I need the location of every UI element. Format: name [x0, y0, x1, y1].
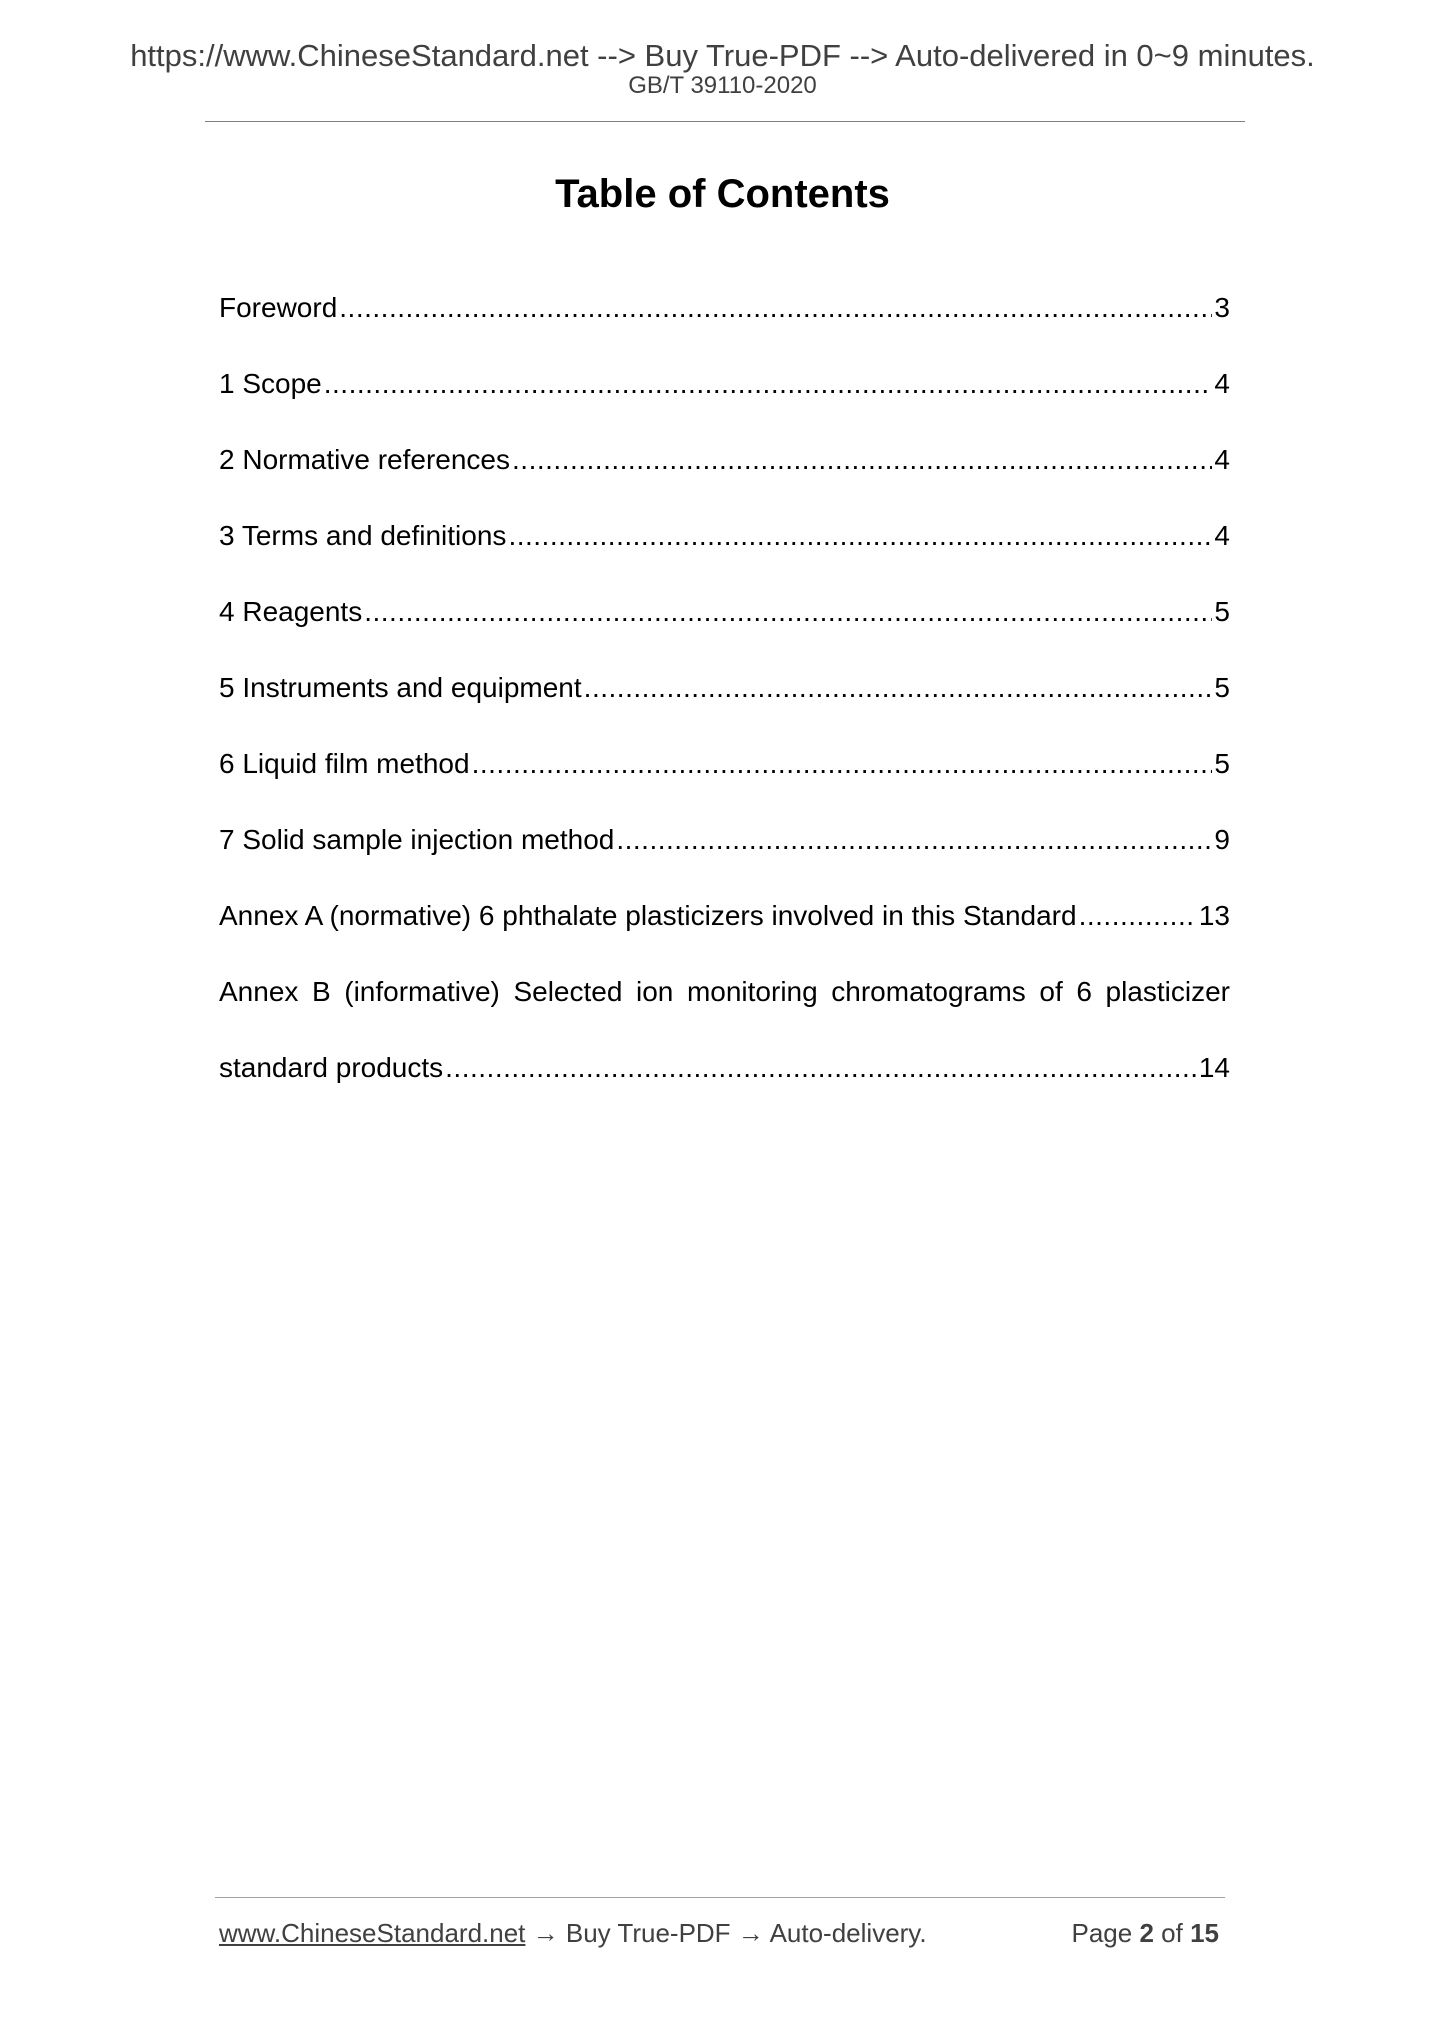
- toc-entry-page: 14: [1198, 1052, 1230, 1083]
- document-code: GB/T 39110-2020: [628, 72, 817, 99]
- toc-entry-page: 3: [1214, 292, 1230, 323]
- toc-leader-dots: [584, 668, 1213, 708]
- toc-entry-page: 9: [1214, 824, 1230, 855]
- toc-entry-label: 6 Liquid film method: [219, 748, 470, 779]
- page-title: Table of Contents: [555, 172, 890, 216]
- toc-entry-label: 1 Scope: [219, 368, 322, 399]
- toc-entry-page: 5: [1214, 596, 1230, 627]
- toc-leader-dots: [324, 364, 1213, 404]
- toc-entry-label: Annex A (normative) 6 phthalate plasticizers involved in this Standard: [219, 900, 1077, 931]
- toc-entry-page: 4: [1214, 444, 1230, 475]
- toc-entry-page: 4: [1214, 368, 1230, 399]
- toc-leader-dots: [445, 1048, 1197, 1088]
- toc-leader-dots: [364, 592, 1212, 632]
- toc-entry-page: 5: [1214, 748, 1230, 779]
- toc-leader-dots: [508, 516, 1212, 556]
- toc-entry-label: 3 Terms and definitions: [219, 520, 507, 551]
- toc-entry-annex-a[interactable]: [219, 896, 1230, 972]
- toc-leader-dots: [616, 820, 1212, 860]
- page-total: 15: [1190, 1918, 1219, 1948]
- toc-entry-label: 4 Reagents: [219, 596, 363, 627]
- footer-site-link[interactable]: www.ChineseStandard.net: [219, 1918, 526, 1948]
- toc-entry-foreword[interactable]: [219, 288, 1230, 364]
- toc-entry-label: Foreword: [219, 292, 338, 323]
- toc-entry-annex-b-line2: [219, 1048, 1230, 1124]
- toc-entry-label: standard products: [219, 1052, 444, 1083]
- page-footer: [219, 1917, 1219, 1949]
- toc-entry-page: 13: [1198, 900, 1230, 931]
- toc-entry-label-line1: Annex B (informative) Selected ion monitoring chromatograms of 6 plasticizer: [219, 976, 1230, 1007]
- toc-entry-annex-b[interactable]: [219, 972, 1230, 1124]
- toc-entry-solid-sample[interactable]: [219, 820, 1230, 896]
- toc-entry-page: 5: [1214, 672, 1230, 703]
- toc-entry-terms-definitions[interactable]: [219, 516, 1230, 592]
- toc-list: [219, 288, 1230, 1124]
- footer-divider: [215, 1897, 1225, 1898]
- page-current: 2: [1139, 1918, 1154, 1948]
- toc-entry-instruments[interactable]: [219, 668, 1230, 744]
- toc-leader-dots: [1079, 896, 1197, 936]
- toc-entry-normative-references[interactable]: [219, 440, 1230, 516]
- toc-entry-scope[interactable]: [219, 364, 1230, 440]
- footer-tagline: → Buy True-PDF → Auto-delivery.: [525, 1918, 927, 1948]
- toc-entry-label: 2 Normative references: [219, 444, 511, 475]
- header-divider: [205, 121, 1245, 122]
- page-word: Page: [1071, 1918, 1133, 1948]
- toc-entry-label: 5 Instruments and equipment: [219, 672, 582, 703]
- header-banner: https://www.ChineseStandard.net --> Buy True-PDF --> Auto-delivered in 0~9 minutes.: [130, 38, 1315, 73]
- toc-entry-reagents[interactable]: [219, 592, 1230, 668]
- toc-leader-dots: [339, 288, 1212, 328]
- page-of: of: [1161, 1918, 1183, 1948]
- toc-entry-page: 4: [1214, 520, 1230, 551]
- toc-entry-liquid-film[interactable]: [219, 744, 1230, 820]
- page-number: [1071, 1917, 1219, 1949]
- toc-entry-label: 7 Solid sample injection method: [219, 824, 615, 855]
- toc-leader-dots: [512, 440, 1212, 480]
- toc-leader-dots: [472, 744, 1213, 784]
